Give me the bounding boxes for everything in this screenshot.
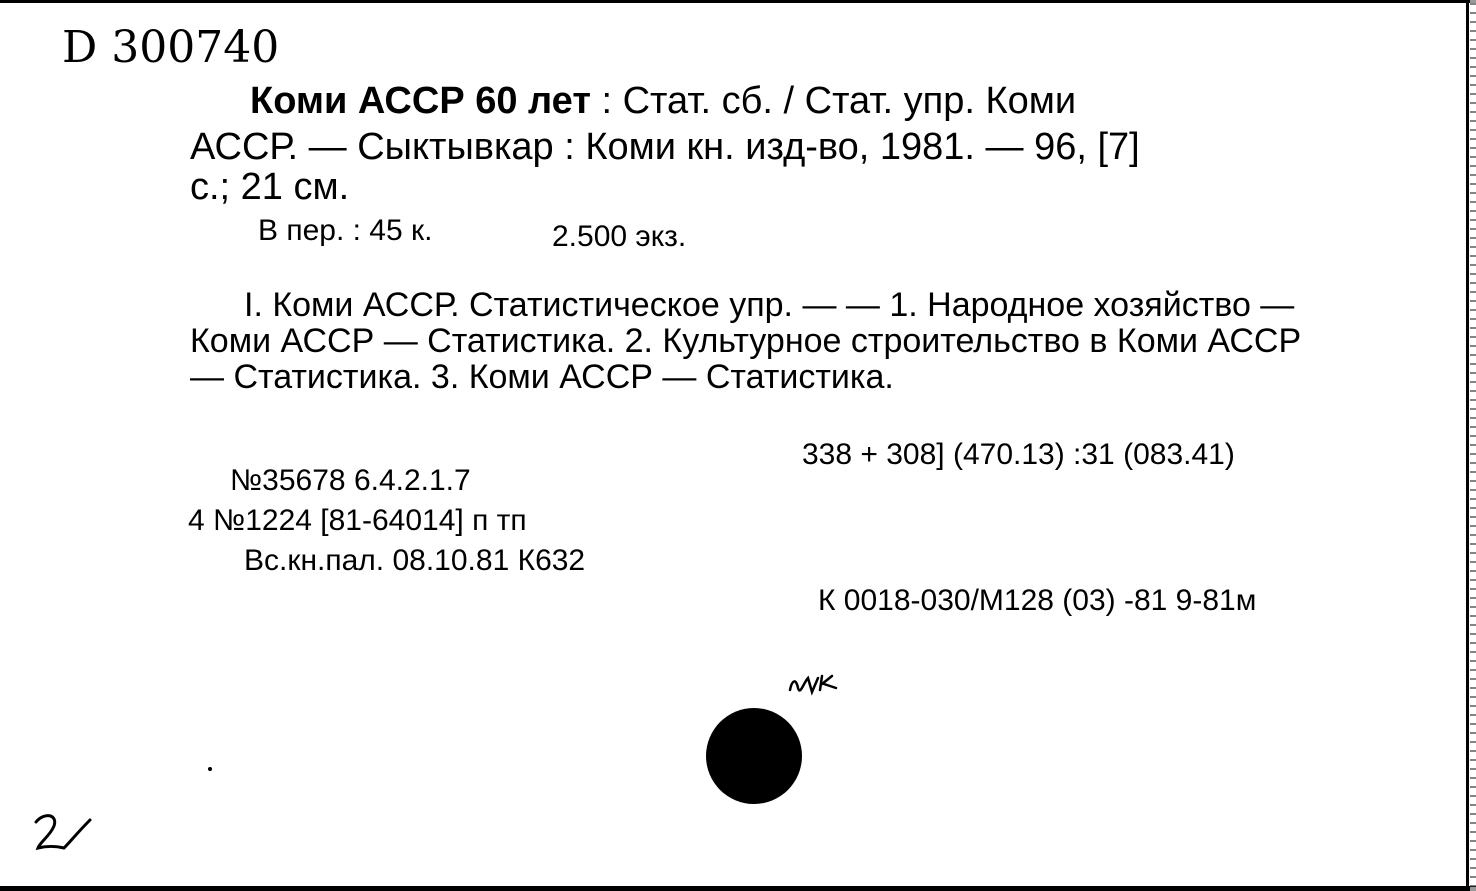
subjects-line-2: Коми АССР — Статистика. 2. Культурное строительство в Коми АССР	[190, 322, 1302, 360]
price-line: В пер. : 45 к.	[258, 214, 433, 247]
register-line-2: 4 №1224 [81-64014] п тп	[188, 504, 527, 537]
ink-dot	[208, 767, 212, 771]
title-line-1	[250, 82, 1076, 120]
title-bold: Коми АССР 60 лет	[250, 80, 591, 122]
card-right-edge	[1466, 0, 1469, 891]
card-punch-hole	[706, 708, 802, 804]
card-right-edge-texture	[1470, 0, 1476, 891]
title-rest: : Стат. сб. / Стат. упр. Коми	[601, 80, 1077, 122]
card-top-edge	[0, 0, 1476, 3]
call-number: D 300740	[62, 22, 280, 73]
register-line-1: №35678 6.4.2.1.7	[230, 464, 471, 497]
classification: 338 + 308] (470.13) :31 (083.41)	[802, 438, 1235, 471]
register-line-3: Вс.кн.пал. 08.10.81 К632	[244, 544, 586, 577]
card-bottom-edge	[0, 886, 1476, 891]
title-line-3: с.; 21 см.	[190, 166, 350, 208]
subjects-line-3: — Статистика. 3. Коми АССР — Статистика.	[190, 358, 894, 396]
title-line-2: АССР. — Сыктывкар : Коми кн. изд-во, 1981. — 96, [7]	[190, 126, 1140, 168]
copies: 2.500 экз.	[552, 220, 687, 253]
handwritten-initials	[786, 668, 846, 700]
handwritten-number	[30, 808, 100, 864]
index-line: К 0018-030/М128 (03) -81 9-81м	[818, 584, 1257, 617]
subjects-line-1: I. Коми АССР. Статистическое упр. — — 1. Народное хозяйство —	[244, 286, 1295, 324]
